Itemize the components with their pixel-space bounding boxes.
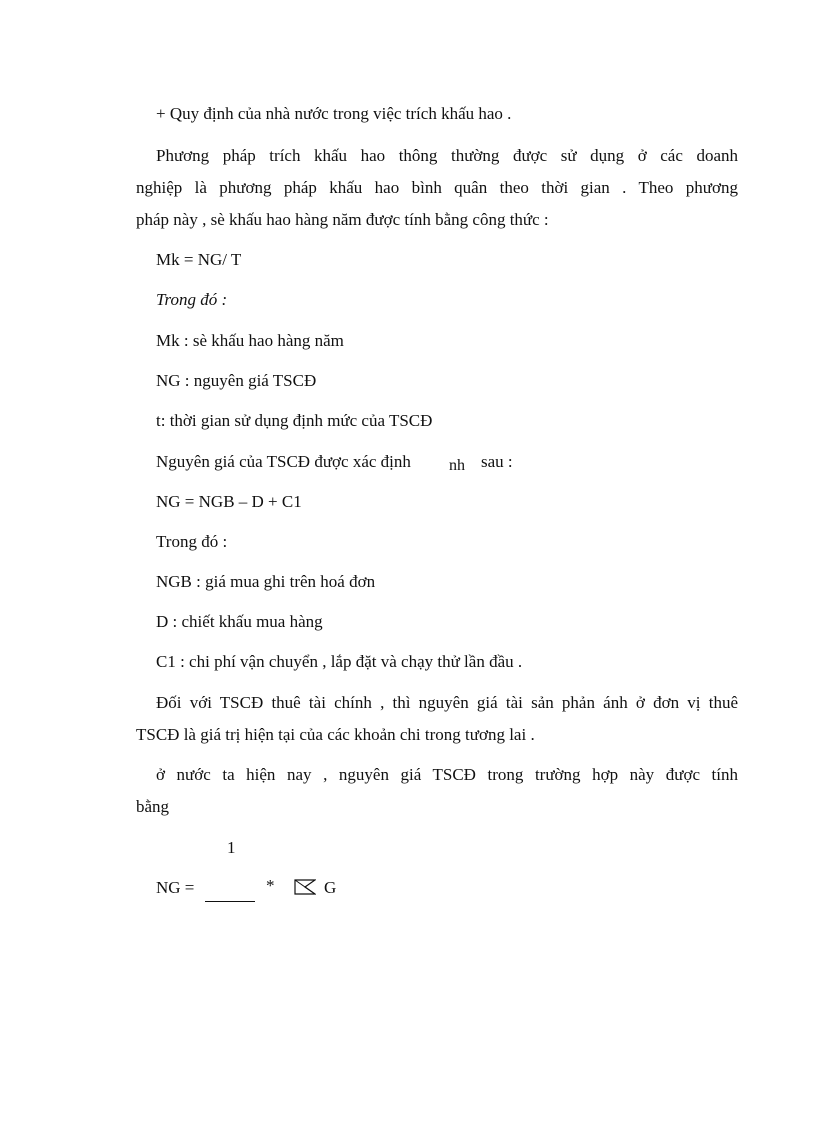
formula-ng: NG = NGB – D + C1 xyxy=(156,492,302,511)
paragraph-lease-line-1: Đối với TSCĐ thuê tài chính , thì nguyên giá tài sản phản ánh ở đơn vị thuê xyxy=(156,693,738,712)
nh-fragment: nh xyxy=(449,457,465,474)
paragraph-method-line-2: nghiệp là phương pháp khấu hao bình quân theo thời gian . Theo phương xyxy=(136,178,738,197)
sau-fragment: sau : xyxy=(481,452,513,471)
where-heading-2: Trong đó : xyxy=(156,532,228,551)
paragraph-method-line-1: Phương pháp trích khấu hao thông thường được sử dụng ở các doanh xyxy=(156,146,738,165)
definition-ngb: NGB : giá mua ghi trên hoá đơn xyxy=(156,572,376,591)
definition-c1: C1 : chi phí vận chuyển , lắp đặt và chạy thử lần đầu . xyxy=(156,652,523,671)
paragraph-lease-line-2: TSCĐ là giá trị hiện tại của các khoản chi trong tương lai . xyxy=(136,725,535,744)
sigma-icon xyxy=(294,879,316,895)
definition-ng: NG : nguyên giá TSCĐ xyxy=(156,371,317,390)
paragraph-method-line-3: pháp này , sè khấu hao hàng năm được tính bằng công thức : xyxy=(136,210,549,229)
fraction-bar xyxy=(205,901,255,902)
definition-mk: Mk : sè khấu hao hàng năm xyxy=(156,331,344,350)
multiply-star: * xyxy=(266,876,275,895)
formula-g: G xyxy=(324,878,337,897)
nguyen-gia-intro: Nguyên giá của TSCĐ được xác định xyxy=(156,452,411,471)
where-heading-1: Trong đó : xyxy=(156,290,228,309)
formula-mk: Mk = NG/ T xyxy=(156,250,242,269)
fraction-numerator: 1 xyxy=(227,838,236,857)
text-line-regulation: + Quy định của nhà nước trong việc trích khấu hao . xyxy=(156,104,512,123)
paragraph-current-line-1: ở nước ta hiện nay , nguyên giá TSCĐ trong trường hợp này được tính xyxy=(156,765,738,784)
formula-ng-lhs: NG = xyxy=(156,878,195,897)
paragraph-current-line-2: bằng xyxy=(136,797,170,816)
definition-t: t: thời gian sử dụng định mức của TSCĐ xyxy=(156,411,433,430)
definition-d: D : chiết khấu mua hàng xyxy=(156,612,323,631)
